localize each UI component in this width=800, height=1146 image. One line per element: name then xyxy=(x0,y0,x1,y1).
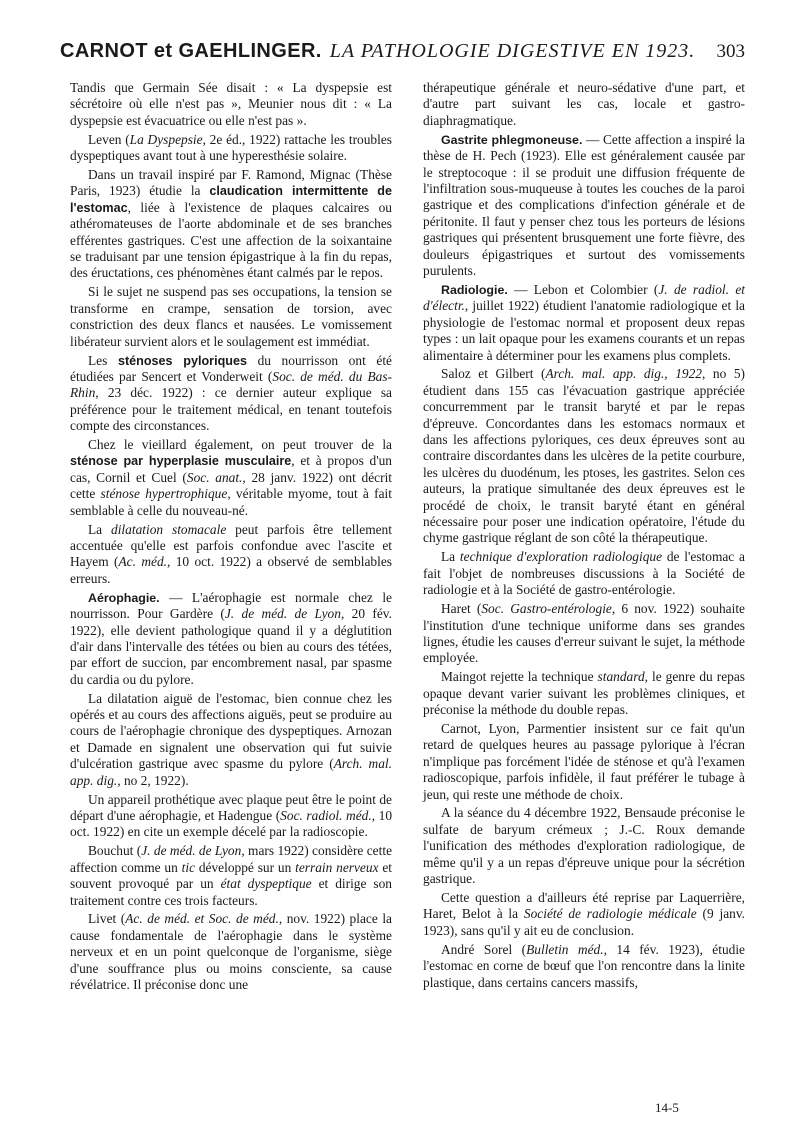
paragraph xyxy=(423,549,745,598)
text-run: — L'aérophagie est normale chez le nourrisson. Pour Gardère ( xyxy=(70,589,392,622)
text-run: , 10 oct. 1922) a observé de semblables erreurs. xyxy=(70,554,392,586)
paragraph xyxy=(423,890,745,939)
page-number: 303 xyxy=(716,41,745,62)
citation-italic: Soc. anat. xyxy=(186,469,243,485)
header-title: LA PATHOLOGIE DIGESTIVE EN 1923. xyxy=(329,40,696,62)
paragraph xyxy=(70,792,392,841)
paragraph xyxy=(423,721,745,803)
paragraph xyxy=(423,805,745,887)
text-run: André Sorel ( xyxy=(441,941,527,957)
bold-term: claudication intermittente de l'estomac xyxy=(70,184,392,215)
text-run: Chez le vieillard également, on peut trouver de la xyxy=(88,437,392,453)
text-run: La xyxy=(88,521,112,537)
text-run: Cette question a d'ailleurs été reprise par Laquerrière, Haret, Belot à la xyxy=(423,890,745,922)
text-run: , véritable myome, tout à fait semblable à celle du nouveau-né. xyxy=(70,486,392,518)
citation-italic: technique d'exploration radiologique xyxy=(459,549,663,565)
paragraph xyxy=(70,80,392,129)
text-run: , juillet 1922) étudient l'anatomie radiologique et la physiologie de l'estomac normal et proposent deux repas types : un lait opaque pour les examens courants et un repas alimentaire à déterminer pour les examens plus complets. xyxy=(423,298,745,363)
text-run: Bouchut ( xyxy=(88,843,142,859)
citation-italic: Soc. radiol. méd. xyxy=(280,807,372,823)
text-run: , liée à l'existence de plaques calcaires ou athéromateuses de l'aorte abdominale et de ses branches efférentes gastriques. C'est une affection de la soixantaine se traduisant par une tension épigastrique à la fin du repas, des éructations, ces phénomènes étant calmés par le repos. xyxy=(70,199,392,281)
citation-italic: La Dyspepsie xyxy=(129,131,203,147)
citation-italic: J. de méd. de Lyon xyxy=(224,606,341,622)
text-run: , 2e éd., 1922) rattache les troubles dyspeptiques avant tout à une hyperesthésie solaire. xyxy=(70,131,393,164)
citation-italic: terrain nerveux xyxy=(295,859,379,875)
text-run: (9 janv. 1923), sans qu'il y ait eu de conclusion. xyxy=(423,906,746,938)
paragraph xyxy=(423,80,745,129)
text-run: , 6 nov. 1922) souhaite l'institution d'une technique uniforme dans ses grandes lignes, étudie les causes d'erreur suivant le sujet, la méthode employée. xyxy=(423,601,745,666)
paragraph xyxy=(423,601,745,667)
paragraph xyxy=(70,843,392,909)
text-run: , mars 1922) considère cette affection comme un xyxy=(70,843,393,875)
citation-italic: dilatation stomacale xyxy=(111,521,227,537)
header-authors: CARNOT et GAEHLINGER. xyxy=(60,40,322,62)
paragraph xyxy=(70,167,392,282)
section-heading: Gastrite phlegmoneuse. xyxy=(441,132,583,147)
section-heading: Radiologie. xyxy=(441,282,508,297)
text-run: Dans un travail inspiré par F. Ramond, Mignac (Thèse Paris, 1923) étudie la xyxy=(70,167,392,199)
citation-italic: Arch. mal. app. dig. xyxy=(70,756,392,788)
paragraph xyxy=(423,366,745,546)
text-run: , 23 déc. 1922) : ce dernier auteur explique sa préférence pour le traitement médical, en tenant toutefois compte des circonstances. xyxy=(70,385,392,434)
text-run: , 20 fév. 1922), elle devient pathologique quand il y a déglutition d'air dans l'intervalle des tétées ou bien au cours des tétées, par effort de succion, par encombrement nasal, par spasme du cardia ou du pylore. xyxy=(70,606,392,687)
paragraph xyxy=(70,522,392,588)
paragraph xyxy=(423,282,745,364)
citation-italic: Ac. de méd. et Soc. de méd. xyxy=(125,911,279,927)
text-run: et souvent provoqué par un xyxy=(70,859,393,892)
text-run: — Cette affection a inspiré la thèse de H. Pech (1923). Elle est généralement causée par le streptocoque : il se produit une diffusion fréquente de l'infiltration sous-muqueuse à toutes les couches de la paroi gastrique et des complications d'infection générale et de péritonite. Il faut y penser chez tous les porteurs de lésions gastriques qui présentent brusquement une forte fièvre, des douleurs épigastriques et surtout des vomissements purulents. xyxy=(423,131,745,278)
bold-term: sténoses pyloriques xyxy=(117,353,247,368)
paragraph xyxy=(423,942,745,991)
text-run: La dilatation aiguë de l'estomac, bien connue chez les opérés et au cours des affections aiguës, peut se produire au cours de l'aérophagie chronique des dyspeptiques. Arnozan et Damade en signalent une observation qui fut suivie d'ulcération gastrique avec spasme du pylore ( xyxy=(70,690,392,772)
citation-italic: Société de radiologie médicale xyxy=(523,906,697,922)
paragraph xyxy=(423,669,745,718)
text-run: Saloz et Gilbert ( xyxy=(441,366,546,382)
text-run: La xyxy=(441,549,460,565)
citation-italic: état dyspeptique xyxy=(220,876,312,892)
paragraph xyxy=(70,691,392,789)
text-run: de l'estomac a fait l'objet de nombreuses discussions à la Société de radiologie et à la Société de gastro-entérologie. xyxy=(423,549,745,598)
text-run: Maingot rejette la technique xyxy=(441,669,598,685)
citation-italic: Arch. mal. app. dig., 1922 xyxy=(545,366,702,382)
bold-term: sténose par hyperplasie musculaire xyxy=(70,454,292,469)
text-run: Tandis que Germain Sée disait : « La dyspepsie est sécrétoire où elle n'est pas », Meunier nous dit : « La dyspepsie est évacuatrice ou elle n'est pas ». xyxy=(70,80,392,128)
text-run: développé sur un xyxy=(195,859,296,875)
text-run: , 10 oct. 1922) en cite un exemple décelé par la radioscopie. xyxy=(70,807,393,840)
text-run: Leven ( xyxy=(88,131,130,147)
paragraph xyxy=(70,437,392,519)
left-column xyxy=(70,80,392,996)
paragraph xyxy=(70,353,392,435)
text-run: et dirige son traitement contre ces trois facteurs. xyxy=(70,876,393,908)
citation-italic: tic xyxy=(181,859,196,875)
text-run: Les xyxy=(88,352,118,368)
citation-italic: J. de méd. de Lyon xyxy=(141,843,242,859)
text-run: , no 2, 1922). xyxy=(117,772,189,788)
text-run: du nourrisson ont été étudiées par Sencert et Vonderweit ( xyxy=(70,352,392,384)
text-run: Carnot, Lyon, Parmentier insistent sur ce fait qu'un retard de quelques heures au passage pylorique à l'écran n'implique pas forcément l'idée de sténose et qu'à l'examen radioscopique, parfois infidèle, il faut préférer le tubage à jeun, qui reste une méthode de choix. xyxy=(423,720,745,802)
text-run: , le genre du repas opaque devant varier suivant les problèmes cliniques, et préconise la méthode du double repas. xyxy=(423,669,745,718)
citation-italic: Ac. méd. xyxy=(118,554,167,570)
citation-italic: Bulletin méd. xyxy=(526,941,604,957)
text-run: A la séance du 4 décembre 1922, Bensaude préconise le sulfate de baryum crémeux ; J.-C. Roux demande l'unification des méthodes d'exploration radiologique, de même qu'il y a un repas d'épreuve unique pour la sécrétion gastrique. xyxy=(423,805,745,887)
citation-italic: standard xyxy=(597,669,645,685)
text-run: Haret ( xyxy=(441,601,482,617)
text-run: , 14 fév. 1923), étudie l'estomac en corne de bœuf que l'on rencontre dans la linite plastique, dans certains cancers massifs, xyxy=(423,941,745,990)
text-run: thérapeutique générale et neuro-sédative d'une part, et d'autre part suivant les cas, locale et gastro-diaphragmatique. xyxy=(423,80,745,128)
text-run: Livet ( xyxy=(88,911,126,927)
citation-italic: Soc. Gastro-entérologie xyxy=(481,601,612,617)
text-run: Un appareil prothétique avec plaque peut être le point de départ d'une aérophagie, et Hadengue ( xyxy=(70,791,392,823)
citation-italic: Soc. de méd. du Bas-Rhin xyxy=(70,368,392,401)
text-run: , et à propos d'un cas, Cornil et Cuel ( xyxy=(70,453,392,485)
section-heading: Aérophagie. xyxy=(88,590,160,605)
text-run: Si le sujet ne suspend pas ses occupations, la tension se transforme en crampe, sensation de torsion, avec constriction des deux flancs et nausées. Le vomissement libérateur survient alors et le soulagement est immédiat. xyxy=(70,284,392,349)
text-run: — Lebon et Colombier ( xyxy=(507,281,659,297)
paragraph xyxy=(423,132,745,280)
paragraph xyxy=(70,132,392,165)
paragraph xyxy=(70,590,392,688)
right-column xyxy=(423,80,745,993)
citation-italic: J. de radiol. et d'électr. xyxy=(423,281,745,314)
text-run: , no 5) étudient dans 155 cas l'évacuation gastrique appréciée concurremment par le transit baryté et par le repas d'épreuve. Concordantes dans les estomacs normaux et dans les affections pyloriques, ces deux épreuves sont au contraire discordantes dans les ulcères de la petite courbure, les ulcères du duodénum, les ptoses, les gastrites. Selon ces auteurs, la pratique simultanée des deux épreuves est le procédé de choix, le transit baryté étant en général nécessaire pour poser une indication opératoire, l'étude du chyme gastrique réglant de son côté la thérapeutique. xyxy=(423,366,745,546)
citation-italic: sténose hypertrophique xyxy=(100,486,228,502)
signature-mark: 14-5 xyxy=(655,1100,679,1115)
paragraph xyxy=(70,284,392,350)
paragraph xyxy=(70,911,392,993)
running-header xyxy=(60,40,745,74)
text-run: , nov. 1922) place la cause fondamentale de l'aérophagie dans le système nerveux et en un point quelconque de l'organisme, siège d'une souffrance plus ou moins consciente, sa cause révélatrice. Il préconise donc une xyxy=(70,911,392,993)
text-run: , 28 janv. 1922) ont décrit cette xyxy=(70,469,393,502)
text-run: peut parfois être tellement accentuée qu'elle est parfois confondue avec l'ascite et Hayem ( xyxy=(70,521,392,570)
